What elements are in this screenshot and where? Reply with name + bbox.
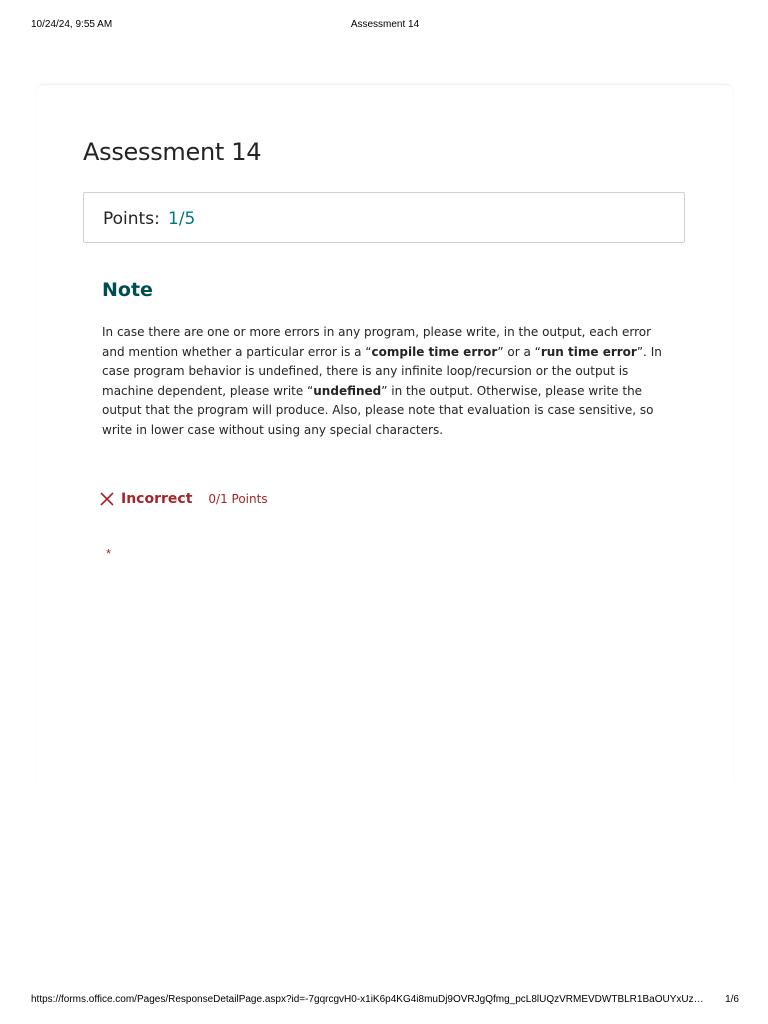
result-label: Incorrect <box>121 491 193 507</box>
note-text: ”. In case program behavior is undefined, there is any infinite loop/recursion or the output is machine dependent, please write “ <box>102 344 662 398</box>
note-text: In case there are one or more errors in any program, please write, in the output, each error and mention whether a particular error is a “ <box>102 325 652 359</box>
result-points: 0/1 Points <box>208 492 268 506</box>
note-emphasis-compile-time-error: compile time error <box>371 344 498 359</box>
print-datetime: 10/24/24, 9:55 AM <box>31 19 113 30</box>
note-emphasis-run-time-error: run time error <box>540 344 637 359</box>
print-url: https://forms.office.com/Pages/ResponseDetailPage.aspx?id=-7gqrcgvH0-x1iK6p4KG4i8muDj9OVRJgQfmg_pcL8lUQzVRMEVDWTBLR1BaOUYxUz… <box>31 994 704 1005</box>
result-status <box>99 489 268 509</box>
note-emphasis-undefined: undefined <box>313 383 382 398</box>
page-title: Assessment 14 <box>83 138 262 166</box>
print-header <box>31 19 739 33</box>
points-value: 1/5 <box>168 209 196 229</box>
note-heading: Note <box>102 279 153 301</box>
points-summary <box>83 192 685 243</box>
points-label: Points: <box>103 209 160 229</box>
print-footer <box>31 994 739 1008</box>
note-body <box>102 323 662 440</box>
required-marker: * <box>106 546 112 561</box>
close-icon <box>99 491 115 507</box>
note-text: ” in the output. Otherwise, please write the output that the program will produce. Also, please note that evaluation is case sensitive, so write in lower case without using any special characters. <box>102 383 654 437</box>
print-title: Assessment 14 <box>350 19 420 30</box>
note-text: ” or a “ <box>497 344 541 359</box>
page-number: 1/6 <box>725 994 739 1005</box>
